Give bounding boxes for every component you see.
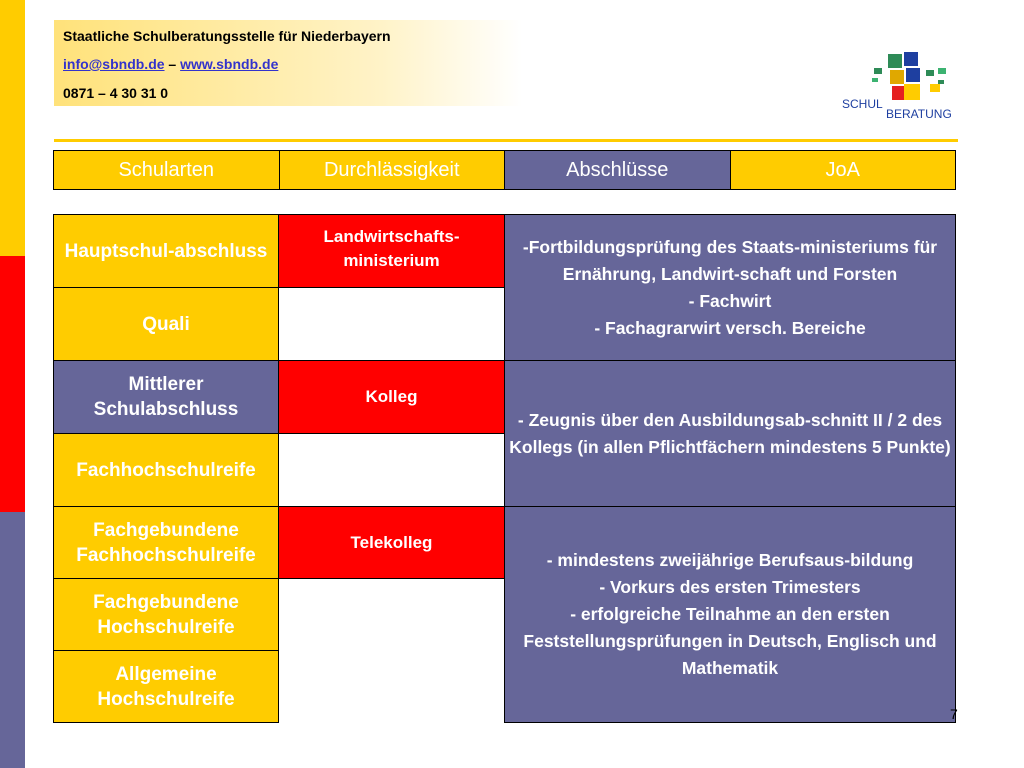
side-stripe-red bbox=[0, 256, 25, 512]
degree-mittlerer-schulabschluss: Mittlerer Schulabschluss bbox=[53, 360, 279, 434]
tab-abschluesse[interactable]: Abschlüsse bbox=[505, 151, 731, 189]
requirements-landwirtschaft: -Fortbildungsprüfung des Staats-ministeriums für Ernährung, Landwirt-schaft und Forsten - Fachwirt - Fachagrarwirt versch. Bereiche bbox=[504, 214, 956, 361]
contact-separator: – bbox=[168, 56, 177, 72]
institution-kolleg: Kolleg bbox=[278, 360, 505, 434]
logo-text-schul: SCHUL bbox=[842, 97, 883, 111]
logo-text-beratung: BERATUNG bbox=[886, 107, 952, 121]
institution-telekolleg: Telekolleg bbox=[278, 506, 505, 579]
nav-tabs bbox=[53, 150, 956, 190]
page-number: 7 bbox=[950, 706, 958, 722]
phone-number: 0871 – 4 30 31 0 bbox=[63, 85, 169, 101]
tab-schularten[interactable]: Schularten bbox=[54, 151, 280, 189]
degree-quali: Quali bbox=[53, 287, 279, 361]
email-link[interactable]: info@sbndb.de bbox=[63, 56, 165, 72]
degree-fachgebundene-hochschulreife: Fachgebundene Hochschulreife bbox=[53, 578, 279, 651]
tab-joa[interactable]: JoA bbox=[731, 151, 956, 189]
tab-durchlaessigkeit[interactable]: Durchlässigkeit bbox=[280, 151, 506, 189]
website-link[interactable]: www.sbndb.de bbox=[180, 56, 279, 72]
org-name: Staatliche Schulberatungsstelle für Niederbayern bbox=[63, 28, 391, 44]
schulberatung-logo bbox=[838, 48, 962, 124]
degree-fachhochschulreife: Fachhochschulreife bbox=[53, 433, 279, 507]
side-stripe-yellow bbox=[0, 0, 25, 256]
empty-cell bbox=[278, 287, 505, 361]
degree-hauptschulabschluss: Hauptschul-abschluss bbox=[53, 214, 279, 288]
side-stripe-purple bbox=[0, 512, 25, 768]
contact-line bbox=[63, 56, 278, 72]
requirements-telekolleg: - mindestens zweijährige Berufsaus-bildung - Vorkurs des ersten Trimesters - erfolgreiche Teilnahme an den ersten Feststellungsprüfungen in Deutsch, Englisch und Mathematik bbox=[504, 506, 956, 723]
requirements-kolleg: - Zeugnis über den Ausbildungsab-schnitt II / 2 des Kollegs (in allen Pflichtfächern mindestens 5 Punkte) bbox=[504, 360, 956, 507]
degree-allgemeine-hochschulreife: Allgemeine Hochschulreife bbox=[53, 650, 279, 723]
empty-cell bbox=[278, 433, 505, 507]
degree-fachgebundene-fachhochschulreife: Fachgebundene Fachhochschulreife bbox=[53, 506, 279, 579]
institution-landwirtschaftsministerium: Landwirtschafts-ministerium bbox=[278, 214, 505, 288]
header-divider bbox=[54, 139, 958, 142]
